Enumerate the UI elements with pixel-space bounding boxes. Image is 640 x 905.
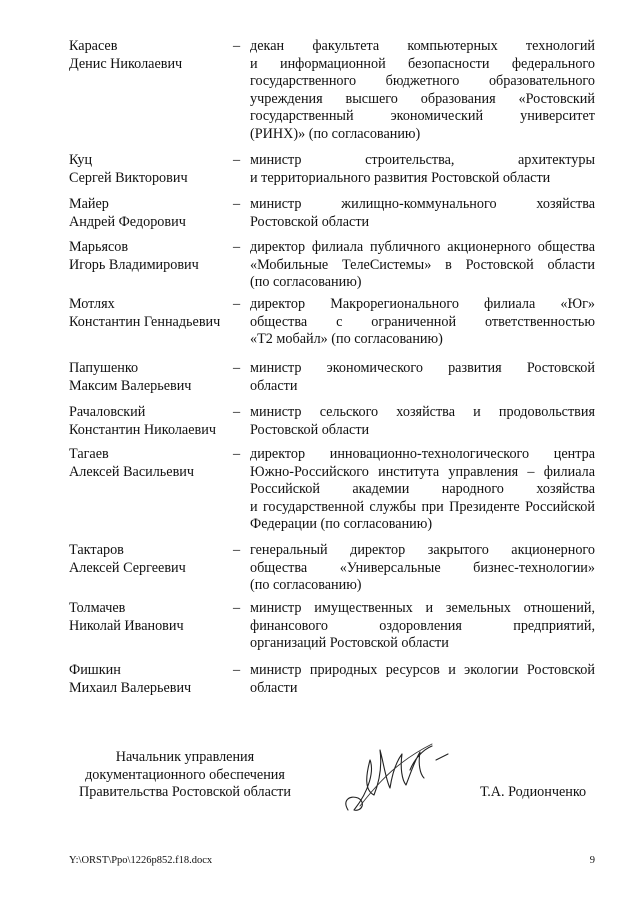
position-line: Южно-Российского института управления – филиала — [250, 463, 595, 480]
member-name — [69, 38, 229, 73]
position-line: общества «Универсальные бизнес-технологии» — [250, 559, 595, 576]
given-names: Денис Николаевич — [69, 55, 183, 72]
member-name — [69, 360, 229, 395]
member-name — [69, 662, 229, 697]
position-line: (по согласованию) — [250, 274, 362, 291]
position-line: директор филиала публичного акционерного общества — [250, 239, 595, 255]
signatory-title-line: Начальник управления — [115, 749, 255, 765]
position-line: области — [250, 377, 298, 394]
dash: – — [233, 239, 241, 255]
position-line: организаций Ростовской области — [250, 635, 449, 652]
page-number: 9 — [589, 855, 595, 866]
position-line: финансового оздоровления предприятий, — [250, 617, 595, 634]
surname: Фишкин — [69, 662, 121, 678]
member-position — [250, 38, 595, 144]
surname: Марьясов — [69, 239, 129, 255]
position-line: министр имущественных и земельных отношений, — [250, 600, 595, 616]
position-line: Ростовской области — [250, 213, 370, 230]
signatory-title-line: документационного обеспечения — [85, 766, 285, 783]
position-line: государственного бюджетного образовательного — [250, 73, 595, 90]
position-line: и государственной службы при Президенте Российской — [250, 498, 595, 515]
signatory-title — [60, 749, 310, 802]
position-line: Российской академии народного хозяйства — [250, 481, 595, 498]
member-position — [250, 662, 595, 697]
handwritten-signature — [340, 740, 450, 820]
position-line: государственный экономический университет — [250, 108, 595, 125]
position-line: (по согласованию) — [250, 577, 362, 594]
position-line: «Т2 мобайл» (по согласованию) — [250, 331, 443, 348]
member-name — [69, 239, 229, 274]
given-names: Андрей Федорович — [69, 213, 186, 230]
member-position — [250, 542, 595, 595]
member-name — [69, 446, 229, 481]
dash: – — [233, 542, 241, 558]
position-line: директор Макрорегионального филиала «Юг» — [250, 296, 595, 312]
surname: Толмачев — [69, 600, 126, 616]
position-line: декан факультета компьютерных технологий — [250, 38, 595, 54]
position-line: министр строительства, архитектуры — [250, 152, 595, 168]
member-name — [69, 404, 229, 439]
member-position — [250, 600, 595, 653]
dash: – — [233, 152, 241, 168]
member-position — [250, 446, 595, 534]
position-line: министр экономического развития Ростовской — [250, 360, 595, 376]
given-names: Михаил Валерьевич — [69, 679, 192, 696]
dash: – — [233, 296, 241, 312]
given-names: Алексей Сергеевич — [69, 559, 186, 576]
surname: Тагаев — [69, 446, 109, 462]
position-line: директор инновационно-технологического центра — [250, 446, 595, 462]
signatory-name: Т.А. Родионченко — [480, 784, 587, 800]
surname: Майер — [69, 196, 109, 212]
given-names: Константин Геннадьевич — [69, 313, 221, 330]
member-name — [69, 152, 229, 187]
member-position — [250, 239, 595, 292]
surname: Папушенко — [69, 360, 139, 376]
member-name — [69, 196, 229, 231]
position-line: министр жилищно-коммунального хозяйства — [250, 196, 595, 212]
position-line: и территориального развития Ростовской области — [250, 169, 551, 186]
file-path: Y:\ORST\Ppo\1226p852.f18.docx — [69, 855, 213, 866]
position-line: генеральный директор закрытого акционерного — [250, 542, 595, 558]
position-line: и информационной безопасности федерального — [250, 55, 595, 72]
dash: – — [233, 196, 241, 212]
member-position — [250, 296, 595, 349]
surname: Тактаров — [69, 542, 124, 558]
given-names: Алексей Васильевич — [69, 463, 194, 480]
surname: Рачаловский — [69, 404, 146, 420]
given-names: Константин Николаевич — [69, 421, 216, 438]
position-line: «Мобильные ТелеСистемы» в Ростовской области — [250, 256, 595, 273]
position-line: (РИНХ)» (по согласованию) — [250, 125, 421, 142]
given-names: Игорь Владимирович — [69, 256, 199, 273]
member-position — [250, 152, 595, 187]
member-name — [69, 600, 229, 635]
position-line: Федерации (по согласованию) — [250, 516, 433, 533]
dash: – — [233, 38, 241, 54]
dash: – — [233, 360, 241, 376]
dash: – — [233, 662, 241, 678]
dash: – — [233, 600, 241, 616]
surname: Куц — [69, 152, 93, 168]
given-names: Сергей Викторович — [69, 169, 188, 186]
member-name — [69, 296, 229, 331]
position-line: Ростовской области — [250, 421, 370, 438]
position-line: общества с ограниченной ответственностью — [250, 313, 595, 330]
surname: Мотлях — [69, 296, 115, 312]
position-line: министр сельского хозяйства и продовольствия — [250, 404, 595, 420]
signatory-title-line: Правительства Ростовской области — [79, 784, 291, 801]
given-names: Максим Валерьевич — [69, 377, 192, 394]
dash: – — [233, 446, 241, 462]
position-line: области — [250, 679, 298, 696]
member-position — [250, 404, 595, 439]
surname: Карасев — [69, 38, 118, 54]
member-name — [69, 542, 229, 577]
dash: – — [233, 404, 241, 420]
position-line: министр природных ресурсов и экологии Ростовской — [250, 662, 595, 678]
member-position — [250, 360, 595, 395]
position-line: учреждения высшего образования «Ростовский — [250, 90, 595, 107]
member-position — [250, 196, 595, 231]
given-names: Николай Иванович — [69, 617, 184, 634]
